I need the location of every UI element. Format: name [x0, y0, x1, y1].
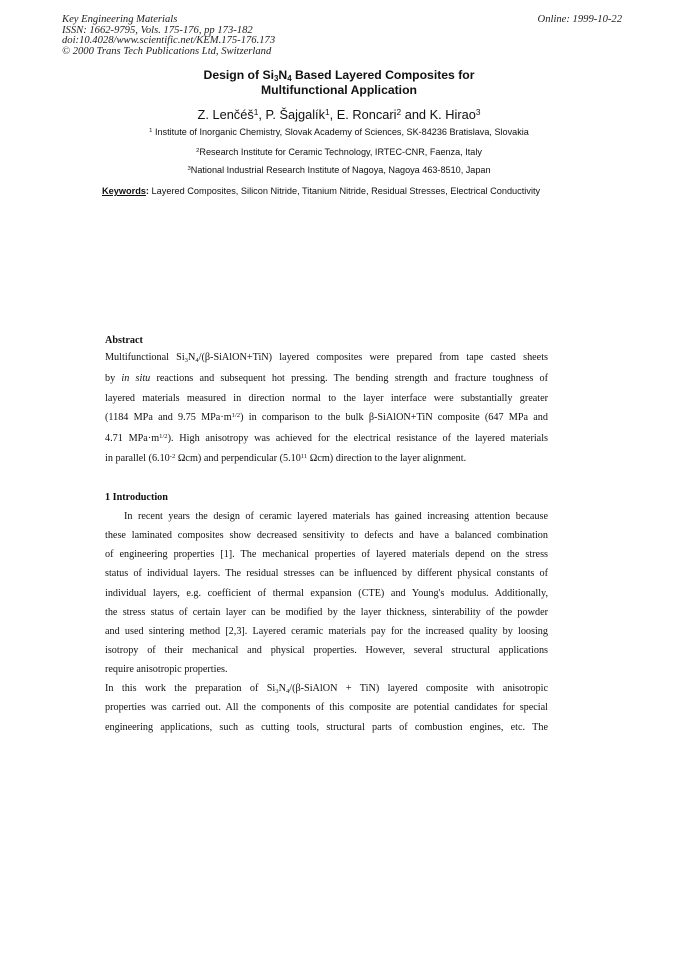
- affiliation-2: $^2$Research Institute for Ceramic Technology, IRTEC-CNR, Faenza, Italy: [196, 147, 482, 157]
- abstract-line: in parallel ($6.10^{-2}$ Ωcm) and perpendicular (5.10$^{11}$ Ωcm) direction to the layer alignment.: [105, 453, 467, 464]
- intro-line: isotropy of their mechanical and physical properties. However, several structural applications: [105, 645, 548, 656]
- title-line-1: Design of $Si_3N_4$ Based Layered Composites for: [203, 68, 475, 83]
- intro-line: the stress status of certain layer can be modified by the layer thickness, sinterability of the powder: [105, 607, 548, 618]
- author: K. Hirao$^3$: [429, 107, 481, 122]
- intro-line: engineering applications, such as cutting tools, structural parts of combustion engines, etc. The: [105, 722, 548, 733]
- journal-name: Key Engineering Materials: [62, 14, 178, 25]
- abstract-line: by in situ reactions and subsequent hot pressing. The bending strength and fracture toughness of: [105, 373, 548, 384]
- publication-header: [62, 15, 622, 57]
- author: P. Šajgalík$^1$,: [265, 107, 337, 122]
- copyright-line: © 2000 Trans Tech Publications Ltd, Switzerland: [62, 45, 272, 57]
- author: Z. Lenčéš$^1$,: [197, 107, 266, 122]
- abstract-line: Multifunctional $Si_3N_4/(\beta-SiAlON+TiN)$ layered composites were prepared from tape casted sheets: [105, 352, 548, 364]
- abstract-heading: Abstract: [105, 335, 143, 346]
- paper-title: [100, 68, 578, 97]
- keywords: Keywords: Layered Composites, Silicon Nitride, Titanium Nitride, Residual Stresses, Electrical Conductivity: [102, 186, 541, 196]
- introduction-heading: 1 Introduction: [105, 492, 168, 503]
- keywords-label: Keywords: [102, 186, 146, 196]
- issn-line: ISSN: 1662-9795, Vols. 175-176, pp 173-182: [62, 24, 253, 36]
- intro-line: of engineering properties [1]. The mechanical properties of layered materials depend on the stress: [105, 549, 548, 560]
- abstract-line: layered materials measured in direction normal to the layer interface were substantially greater: [105, 393, 548, 404]
- intro-line: properties was carried out. All the components of this composite are potential candidates for special: [105, 702, 548, 713]
- affiliation-1: $^1$ Institute of Inorganic Chemistry, Slovak Academy of Sciences, SK-84236 Bratislava, Slovakia: [149, 127, 529, 137]
- intro-line: status of individual layers. The residual stresses can be influenced by different physical constants of: [105, 568, 548, 579]
- author: E. Roncari$^2$ and: [336, 107, 430, 122]
- author-list: [60, 107, 618, 122]
- intro-line: require anisotropic properties.: [105, 664, 228, 675]
- intro-line: In this work the preparation of $Si_3N_4/(\beta$-SiAlON + TiN) layered composite with anisotropic: [105, 683, 548, 695]
- intro-line: In recent years the design of ceramic layered materials has gained increasing attention because: [124, 511, 548, 522]
- abstract-line: 4.71 $MPa\cdot m^{1/2}$). High anisotropy was achieved for the electrical resistance of the layered materials: [105, 433, 549, 444]
- intro-line: these laminated composites show decreased sensitivity to defects and have a balanced combination: [105, 530, 548, 541]
- intro-line: individual layers, e.g. coefficient of thermal expansion (CTE) and Young's modulus. Additionally,: [105, 588, 548, 599]
- title-line-2: Multifunctional Application: [261, 82, 417, 97]
- abstract-line: (1184 MPa and 9.75 $MPa\cdot m^{1/2}$) in comparison to the bulk β-SiAlON+TiN composite (647 MPa and: [105, 412, 548, 423]
- keywords-text: Layered Composites, Silicon Nitride, Titanium Nitride, Residual Stresses, Electrical Conductivity: [151, 186, 541, 196]
- intro-line: and used sintering method [2,3]. Layered ceramic materials pay for the increased quality by loosing: [105, 626, 548, 637]
- online-date: Online: 1999-10-22: [537, 14, 622, 25]
- doi-line[interactable]: doi:10.4028/www.scientific.net/KEM.175-176.173: [62, 35, 276, 47]
- affiliation-3: $^3$National Industrial Research Institute of Nagoya, Nagoya 463-8510, Japan: [187, 165, 491, 175]
